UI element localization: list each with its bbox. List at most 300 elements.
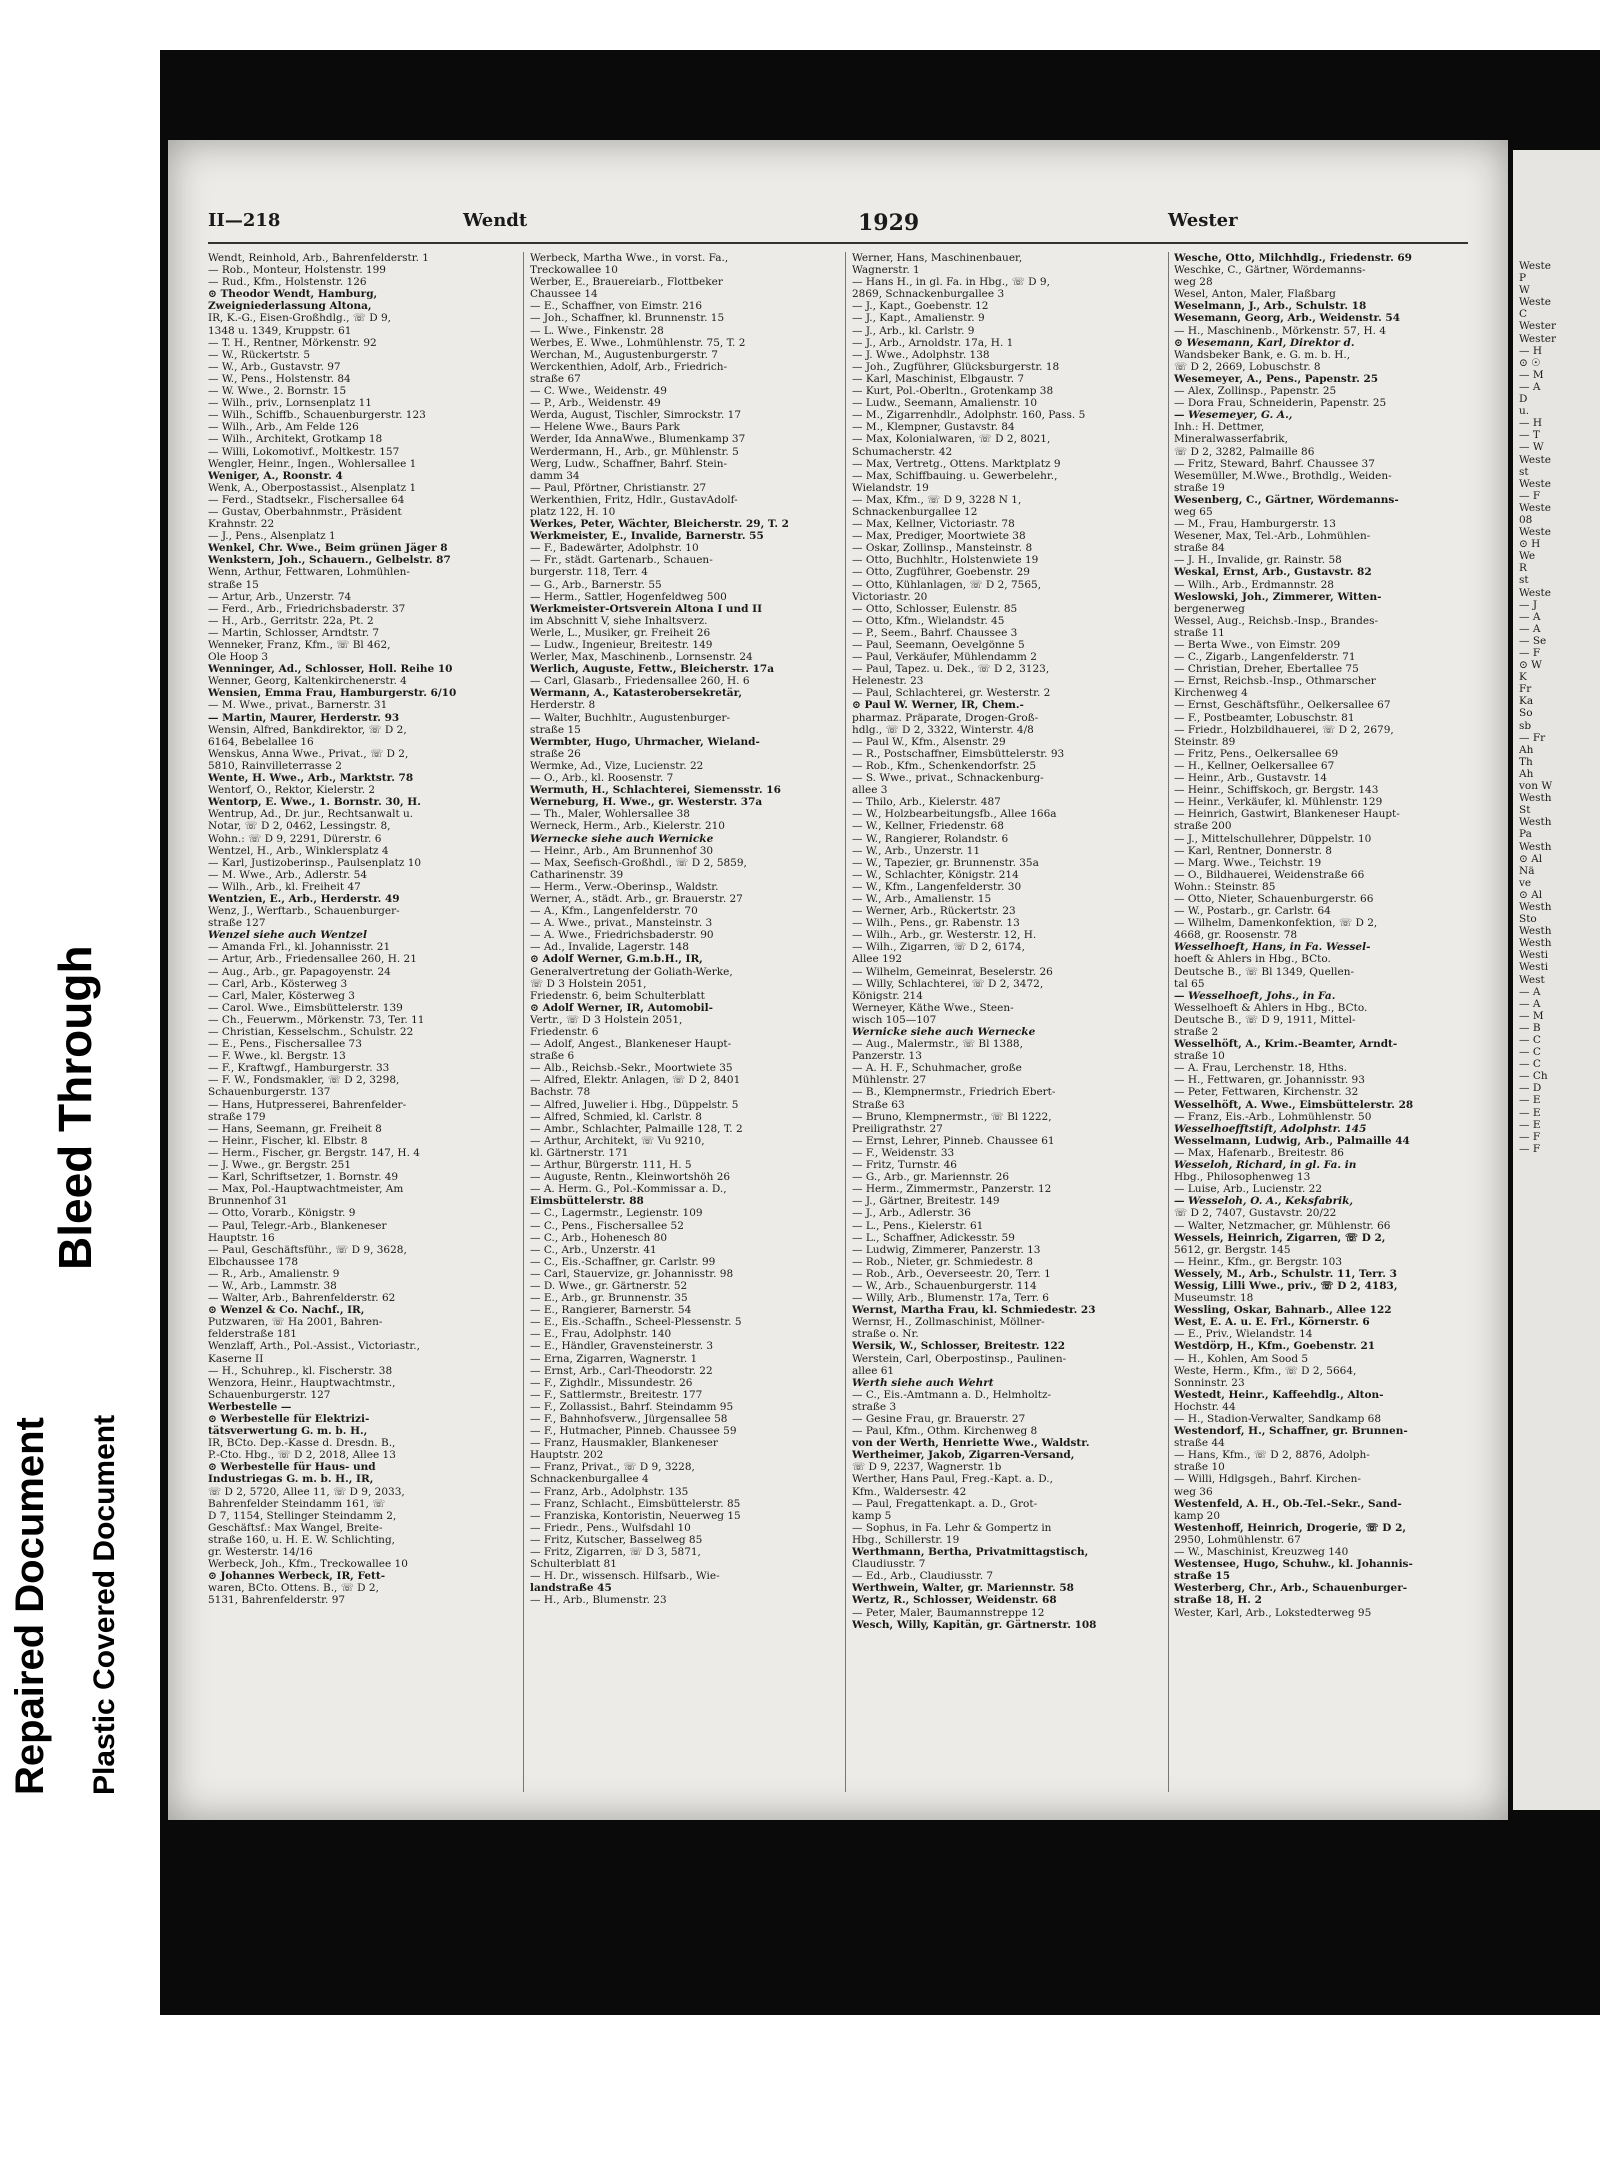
directory-entry: damm 34 — [530, 469, 580, 482]
directory-entry: — Alfred, Elektr. Anlagen, ☏ D 2, 8401 — [530, 1074, 741, 1087]
directory-entry: — H., Schuhrep., kl. Fischerstr. 38 — [208, 1364, 393, 1377]
directory-entry: — Fritz, Turnstr. 46 — [852, 1159, 957, 1172]
directory-entry: — C., Pens., Fischersallee 52 — [530, 1219, 684, 1232]
directory-entry: — J. Wwe., gr. Bergstr. 251 — [208, 1159, 352, 1172]
directory-entry: Wesche, Otto, Milchhdlg., Friedenstr. 69 — [1174, 252, 1412, 264]
directory-entry: — Max, Prediger, Moortwiete 38 — [852, 530, 1026, 543]
directory-entry: straße 179 — [208, 1110, 266, 1123]
directory-entry: — Friedr., Pens., Wulfsdahl 10 — [530, 1521, 691, 1534]
directory-entry: — Paul, Schlachterei, gr. Westerstr. 2 — [852, 687, 1051, 700]
directory-entry: — R., Postschaffner, Eimsbüttelerstr. 93 — [852, 747, 1065, 760]
directory-entry: — Fr., städt. Gartenarb., Schauen- — [530, 554, 713, 567]
directory-entry: Werner, A., städt. Arb., gr. Brauerstr. 27 — [530, 892, 743, 905]
directory-entry: ⊙ Adolf Werner, IR, Automobil- — [530, 1001, 714, 1014]
directory-column-4 — [1174, 252, 1456, 1797]
directory-entry: Werkenthien, Fritz, Hdlr., GustavAdolf- — [530, 493, 738, 506]
directory-entry: Wesch, Willy, Kapitän, gr. Gärtnerstr. 108 — [852, 1618, 1097, 1631]
directory-entry: straße 2 — [1174, 1026, 1219, 1038]
directory-entry: — W., Schlachter, Königstr. 214 — [852, 868, 1019, 881]
directory-entry: — Peter, Maler, Baumannstreppe 12 — [852, 1606, 1045, 1619]
directory-entry: — Artur, Arb., Friedensallee 260, H. 21 — [208, 953, 417, 966]
directory-entry: straße 15 — [530, 723, 581, 736]
directory-entry: — Wilh., Arb., gr. Westerstr. 12, H. — [852, 929, 1037, 942]
directory-entry: — Wesemeyer, G. A., — [1174, 409, 1293, 422]
directory-entry: — C. Wwe., Weidenstr. 49 — [530, 385, 667, 398]
facing-page-fragment: — E — [1519, 1118, 1541, 1131]
directory-entry: pharmaz. Präparate, Drogen-Groß- — [852, 711, 1039, 724]
directory-entry: — Alfred, Juwelier i. Hbg., Düppelstr. 5 — [530, 1098, 739, 1111]
directory-entry: — Luise, Arb., Lucienstr. 22 — [1174, 1183, 1323, 1196]
directory-entry: — Franziska, Kontoristin, Neuerweg 15 — [530, 1509, 741, 1522]
directory-entry: — Alex, Zollinsp., Papenstr. 25 — [1174, 385, 1337, 398]
directory-entry: — Max, Vertretg., Ottens. Marktplatz 9 — [852, 457, 1061, 470]
directory-entry: tal 65 — [1174, 977, 1205, 990]
directory-entry: — Willy, Schlachterei, ☏ D 2, 3472, — [852, 977, 1044, 990]
directory-entry: — C., Arb., Hohenesch 80 — [530, 1231, 668, 1244]
facing-page-fragment: Westh — [1519, 925, 1552, 938]
directory-entry: Hauptstr. 202 — [530, 1449, 604, 1462]
directory-entry: — Willi, Hdlgsgeh., Bahrf. Kirchen- — [1174, 1473, 1361, 1486]
directory-entry: Bachstr. 78 — [530, 1086, 591, 1099]
directory-entry: 5810, Rainvilleterrasse 2 — [208, 759, 342, 772]
facing-page-fragment: — E — [1519, 1106, 1541, 1119]
directory-entry: — Otto, Buchhltr., Holstenwiete 19 — [852, 554, 1039, 567]
directory-entry: Herderstr. 8 — [530, 699, 596, 712]
directory-entry: — Herm., Sattler, Hogenfeldweg 500 — [530, 590, 727, 603]
directory-entry: weg 28 — [1174, 276, 1213, 289]
directory-entry: Werkes, Peter, Wächter, Bleicherstr. 29, T. 2 — [530, 518, 789, 531]
directory-entry: Werdermann, H., Arb., gr. Mühlenstr. 5 — [530, 445, 739, 458]
directory-entry: — H., Stadion-Verwalter, Sandkamp 68 — [1174, 1413, 1381, 1425]
directory-entry: Chaussee 14 — [530, 288, 598, 301]
directory-entry: Werbes, E. Wwe., Lohmühlenstr. 75, T. 2 — [530, 336, 746, 349]
directory-entry: — E., Arb., gr. Brunnenstr. 35 — [530, 1292, 688, 1305]
directory-entry: IR, K.-G., Eisen-Großhdlg., ☏ D 9, — [208, 312, 391, 325]
facing-page-fragment: W — [1519, 284, 1530, 297]
facing-page-fragment: ⊙ Al — [1519, 888, 1543, 901]
directory-entry: Werler, Max, Maschinenb., Lornsenstr. 24 — [530, 651, 753, 664]
facing-page-fragment: West — [1519, 973, 1545, 986]
directory-entry: Brunnenhof 31 — [208, 1195, 288, 1208]
directory-entry: — L., Schaffner, Adickesstr. 59 — [852, 1231, 1015, 1244]
directory-entry: Kaserne II — [208, 1352, 264, 1365]
directory-entry: — Ferd., Stadtsekr., Fischersallee 64 — [208, 493, 405, 506]
directory-entry: Werbeck, Joh., Kfm., Treckowallee 10 — [208, 1558, 408, 1571]
directory-entry: Wernicke siehe auch Wernecke — [852, 1026, 1036, 1038]
directory-entry: hdlg., ☏ D 2, 3322, Winterstr. 4/8 — [852, 723, 1034, 736]
facing-page-fragment: st — [1519, 465, 1529, 478]
directory-entry: — Otto, Vorarb., Königstr. 9 — [208, 1207, 356, 1220]
directory-entry: — Herm., Zimmermstr., Panzerstr. 12 — [852, 1183, 1052, 1196]
directory-entry: — J., Arb., kl. Carlstr. 9 — [852, 324, 975, 337]
directory-entry: — W. Wwe., 2. Bornstr. 15 — [208, 385, 347, 398]
directory-entry: Werstein, Carl, Oberpostinsp., Paulinen- — [852, 1352, 1067, 1365]
directory-entry: Wesemüller, M.Wwe., Brothdlg., Weiden- — [1174, 469, 1392, 482]
facing-page-fragment: — M — [1519, 368, 1544, 381]
directory-entry: — L., Pens., Kielerstr. 61 — [852, 1219, 984, 1232]
directory-entry: Kirchenweg 4 — [1174, 687, 1248, 700]
directory-entry: — E., Händler, Gravensteinerstr. 3 — [530, 1340, 714, 1353]
directory-entry: — Karl, Justizoberinsp., Paulsenplatz 10 — [208, 856, 422, 869]
directory-entry: — Walter, Netzmacher, gr. Mühlenstr. 66 — [1174, 1219, 1391, 1232]
directory-entry: — Wilh., priv., Lornsenplatz 11 — [208, 397, 372, 410]
directory-entry: — H., Arb., Blumenstr. 23 — [530, 1594, 667, 1607]
directory-entry: Wandsbeker Bank, e. G. m. b. H., — [1174, 348, 1351, 361]
directory-entry: — Wilhelm, Gemeinrat, Beselerstr. 26 — [852, 965, 1053, 978]
directory-entry: — Joh., Schaffner, kl. Brunnenstr. 15 — [530, 312, 725, 325]
facing-page-fragment: Weste — [1519, 453, 1551, 466]
directory-entry: — Fritz, Zigarren, ☏ D 3, 5871, — [530, 1546, 701, 1559]
directory-entry: — Paul, Verkäufer, Mühlendamm 2 — [852, 651, 1037, 664]
directory-entry: — Th., Maler, Wohlersallee 38 — [530, 808, 690, 821]
directory-entry: — Carl, Stauervize, gr. Johannisstr. 98 — [530, 1267, 734, 1280]
directory-entry: ⊙ Theodor Wendt, Hamburg, — [208, 288, 378, 301]
directory-entry: — Oskar, Zollinsp., Mansteinstr. 8 — [852, 542, 1033, 555]
directory-entry: — Hans H., in gl. Fa. in Hbg., ☏ D 9, — [852, 276, 1050, 289]
directory-entry: — A. Herm. G., Pol.-Kommissar a. D., — [530, 1183, 727, 1196]
directory-entry: ⊙ Paul W. Werner, IR, Chem.- — [852, 699, 1024, 712]
directory-entry: — E., Pens., Fischersallee 73 — [208, 1038, 362, 1051]
facing-page-fragment: — E — [1519, 1094, 1541, 1107]
directory-entry: — Rud., Kfm., Holstenstr. 126 — [208, 276, 367, 289]
directory-column-1 — [208, 252, 490, 1797]
directory-entry: Wente, H. Wwe., Arb., Marktstr. 78 — [208, 772, 414, 785]
facing-page-fragment: We — [1519, 550, 1536, 563]
directory-entry: Wesselhoefftstift, Adolphstr. 145 — [1174, 1122, 1367, 1135]
directory-entry: Wermke, Ad., Vize, Lucienstr. 22 — [530, 759, 704, 772]
directory-entry: Victoriastr. 20 — [852, 590, 928, 603]
facing-page-fragment: 08 — [1519, 513, 1533, 526]
directory-entry: kamp 20 — [1174, 1509, 1220, 1522]
directory-entry: Schumacherstr. 42 — [852, 445, 953, 458]
directory-entry: 6164, Bebelallee 16 — [208, 735, 314, 748]
directory-entry: — H., Kohlen, Am Sood 5 — [1174, 1352, 1309, 1365]
directory-entry: — Ernst, Reichsb.-Insp., Othmarscher — [1174, 675, 1376, 688]
directory-entry: Weskal, Ernst, Arb., Gustavstr. 82 — [1174, 566, 1372, 579]
facing-page-fragment: Weste — [1519, 501, 1551, 514]
directory-entry: — G., Arb., Barnerstr. 55 — [530, 578, 662, 591]
directory-entry: — Heinrich, Gastwirt, Blankeneser Haupt- — [1174, 808, 1400, 821]
directory-entry: Putzwaren, ☏ Ha 2001, Bahren- — [208, 1316, 383, 1329]
directory-entry: Schauenburgerstr. 127 — [208, 1388, 331, 1401]
facing-page-fragment: Weste — [1519, 296, 1551, 309]
facing-page-fragment: — J — [1519, 598, 1538, 611]
facing-page-fragment: Ah — [1519, 743, 1534, 756]
directory-entry: Krahnstr. 22 — [208, 518, 275, 531]
directory-entry: Allee 192 — [852, 953, 903, 966]
directory-entry: Westdörp, H., Kfm., Goebenstr. 21 — [1174, 1340, 1376, 1353]
directory-entry: — F., Zollassist., Bahrf. Steindamm 95 — [530, 1400, 734, 1413]
directory-column-2 — [530, 252, 812, 1797]
directory-entry: Weselmann, J., Arb., Schulstr. 18 — [1174, 300, 1367, 313]
directory-entry: — Arthur, Bürgerstr. 111, H. 5 — [530, 1159, 692, 1172]
directory-entry: — F., Kraftwgf., Hamburgerstr. 33 — [208, 1062, 390, 1075]
directory-entry: Werckenthien, Adolf, Arb., Friedrich- — [530, 360, 728, 373]
directory-entry: Wenninger, Ad., Schlosser, Holl. Reihe 10 — [208, 663, 453, 676]
directory-entry: Werkmeister-Ortsverein Altona I und II — [530, 602, 762, 615]
facing-page-fragment: ⊙ Al — [1519, 852, 1543, 865]
directory-entry: — W., Maschinist, Kreuzweg 140 — [1174, 1546, 1349, 1559]
directory-entry: landstraße 45 — [530, 1582, 612, 1595]
directory-entry: Wielandstr. 19 — [852, 481, 929, 494]
directory-entry: Wesenberg, C., Gärtner, Wördemanns- — [1174, 493, 1399, 506]
directory-entry: Werner, Hans, Maschinenbauer, — [852, 252, 1023, 264]
directory-entry: — O., Arb., kl. Roosenstr. 7 — [530, 772, 674, 785]
directory-entry: Catharinenstr. 39 — [530, 868, 624, 881]
directory-entry: weg 36 — [1174, 1485, 1213, 1498]
directory-entry: — Wilh., Arb., Am Felde 126 — [208, 421, 359, 434]
directory-entry: — T. H., Rentner, Mörkenstr. 92 — [208, 336, 377, 349]
directory-entry: Hbg., Philosophenweg 13 — [1174, 1171, 1311, 1184]
directory-entry: — M., Frau, Hamburgerstr. 13 — [1174, 518, 1336, 531]
facing-page-fragment: Westh — [1519, 900, 1552, 913]
facing-page-fragment: — F — [1519, 647, 1541, 659]
directory-entry: straße 10 — [1174, 1050, 1225, 1063]
directory-entry: — Paul, Tapez. u. Dek., ☏ D 2, 3123, — [852, 663, 1050, 676]
facing-page-fragment: — B — [1519, 1021, 1541, 1034]
directory-entry: Wenkel, Chr. Wwe., Beim grünen Jäger 8 — [208, 542, 448, 555]
directory-entry: — Heinr., Arb., Gustavstr. 14 — [1174, 772, 1328, 785]
facing-page-fragment: Westh — [1519, 816, 1552, 829]
directory-entry: 4668, gr. Roosenstr. 78 — [1174, 929, 1298, 942]
directory-column-3 — [852, 252, 1134, 1797]
directory-entry: — E., Priv., Wielandstr. 14 — [1174, 1328, 1313, 1341]
directory-entry: — Christian, Dreher, Ebertallee 75 — [1174, 663, 1359, 676]
directory-entry: Wesselhoeft & Ahlers in Hbg., BCto. — [1174, 1001, 1368, 1014]
directory-entry: — J., Arb., Adlerstr. 36 — [852, 1207, 971, 1220]
directory-entry: Westenfeld, A. H., Ob.-Tel.-Sekr., Sand- — [1174, 1497, 1402, 1510]
directory-entry: — A., Kfm., Langenfelderstr. 70 — [530, 905, 698, 918]
facing-page-fragment: — A — [1519, 610, 1541, 623]
directory-entry: West, E. A. u. E. Frl., Körnerstr. 6 — [1174, 1316, 1370, 1329]
bleed-through-label: Bleed Through — [49, 945, 101, 1270]
directory-entry: — A. Wwe., Friedrichsbaderstr. 90 — [530, 929, 714, 942]
directory-entry: — F., Hutmacher, Pinneb. Chaussee 59 — [530, 1425, 737, 1438]
directory-entry: Werth siehe auch Wehrt — [852, 1376, 994, 1389]
directory-entry: Werbestelle — — [208, 1400, 292, 1413]
directory-entry: Bahrenfelder Steindamm 161, ☏ — [208, 1497, 386, 1510]
directory-entry: Hochstr. 44 — [1174, 1400, 1236, 1413]
directory-entry: — W., Holzbearbeitungsfb., Allee 166a — [852, 808, 1057, 821]
facing-page-fragment: Wester — [1519, 332, 1556, 345]
directory-entry: Werther, Hans Paul, Freg.-Kapt. a. D., — [852, 1473, 1053, 1486]
directory-entry: Wenzora, Heinr., Hauptwachtmstr., — [208, 1376, 396, 1389]
directory-entry: ☏ D 3 Holstein 2051, — [530, 977, 647, 990]
facing-page-fragment: St — [1519, 804, 1531, 817]
facing-page-fragment: Weste — [1519, 260, 1551, 272]
directory-entry: ⊙ Werbestelle für Haus- und — [208, 1461, 376, 1474]
directory-entry: Wesel, Anton, Maler, Flaßbarg — [1174, 288, 1336, 301]
directory-entry: — Herm., Verw.-Oberinsp., Waldstr. — [530, 880, 719, 893]
directory-entry: — Otto, Zugführer, Goebenstr. 29 — [852, 566, 1030, 579]
facing-page-fragment: Wester — [1519, 320, 1556, 333]
directory-entry: kl. Gärtnerstr. 171 — [530, 1146, 629, 1159]
directory-entry: Wester, Karl, Arb., Lokstedterweg 95 — [1174, 1606, 1372, 1619]
directory-entry: — A. Frau, Lerchenstr. 18, Hths. — [1174, 1062, 1347, 1075]
directory-entry: — P., Arb., Weidenstr. 49 — [530, 397, 661, 410]
directory-entry: Wenz, J., Werftarb., Schauenburger- — [208, 905, 400, 918]
directory-entry: — Helene Wwe., Baurs Park — [530, 421, 680, 434]
facing-page-fragment: Ka — [1519, 695, 1534, 708]
directory-entry: — Kurt, Pol.-Oberltn., Grotenkamp 38 — [852, 385, 1054, 398]
directory-entry: Museumstr. 18 — [1174, 1292, 1254, 1305]
directory-entry: Weschke, C., Gärtner, Wördemanns- — [1174, 264, 1366, 277]
facing-page-fragment: Westi — [1519, 949, 1549, 962]
directory-entry: — W., Arb., Lammstr. 38 — [208, 1279, 337, 1292]
directory-entry: — F. W., Fondsmakler, ☏ D 2, 3298, — [208, 1074, 400, 1087]
directory-entry: platz 122, H. 10 — [530, 505, 616, 518]
directory-entry: Generalvertretung der Goliath-Werke, — [530, 965, 733, 978]
directory-entry: straße 10 — [1174, 1461, 1225, 1474]
directory-entry: Wenkstern, Joh., Schauern., Gelbelstr. 87 — [208, 554, 451, 567]
directory-entry: — Paul, Seemann, Oevelgönne 5 — [852, 639, 1025, 651]
directory-entry: — C., Eis.-Schaffner, gr. Carlstr. 99 — [530, 1255, 716, 1268]
directory-entry: — Arthur, Architekt, ☏ Vu 9210, — [530, 1134, 705, 1147]
directory-entry: straße 11 — [1174, 626, 1225, 639]
directory-entry: ☏ D 2, 2669, Lobuschstr. 8 — [1174, 360, 1321, 373]
directory-entry: Wenzlaff, Arth., Pol.-Assist., Victoriastr., — [208, 1340, 420, 1353]
directory-entry: felderstraße 181 — [208, 1328, 297, 1341]
directory-entry: waren, BCto. Ottens. B., ☏ D 2, — [208, 1582, 379, 1595]
directory-entry: Wesselmann, Ludwig, Arb., Palmaille 44 — [1174, 1134, 1410, 1147]
directory-entry: hoeft & Ahlers in Hbg., BCto. — [1174, 953, 1331, 966]
directory-entry: — Paul, Fregattenkapt. a. D., Grot- — [852, 1497, 1038, 1510]
facing-page-fragment: K — [1519, 671, 1527, 684]
directory-entry: Wentzel, H., Arb., Winklersplatz 4 — [208, 844, 389, 857]
directory-entry: — Ferd., Arb., Friedrichsbaderstr. 37 — [208, 602, 406, 615]
facing-page-fragment: ⊙ W — [1519, 659, 1542, 672]
directory-entry: — W., Kfm., Langenfelderstr. 30 — [852, 880, 1022, 893]
directory-entry: Wohn.: ☏ D 9, 2291, Dürerstr. 6 — [208, 832, 382, 845]
column-divider — [1168, 252, 1169, 1792]
directory-entry: straße 84 — [1174, 542, 1225, 555]
directory-entry: — H., Arb., Gerritstr. 22a, Pt. 2 — [208, 614, 374, 627]
directory-entry: Westedt, Heinr., Kaffeehdlg., Alton- — [1174, 1388, 1384, 1401]
directory-entry: Wengler, Heinr., Ingen., Wohlersallee 1 — [208, 457, 417, 470]
directory-entry: — Werner, Arb., Rückertstr. 23 — [852, 905, 1016, 918]
directory-entry: Werkmeister, E., Invalide, Barnerstr. 55 — [530, 530, 764, 543]
directory-entry: — C., Arb., Unzerstr. 41 — [530, 1243, 657, 1256]
directory-entry: — W., Arb., Amalienstr. 15 — [852, 892, 992, 905]
directory-entry: Wessel, Aug., Reichsb.-Insp., Brandes- — [1174, 614, 1379, 627]
facing-page-fragment: Westh — [1519, 937, 1552, 950]
directory-entry: Wersik, W., Schlosser, Breitestr. 122 — [852, 1340, 1066, 1353]
directory-entry: straße 200 — [1174, 820, 1232, 833]
facing-page-fragment: — D — [1519, 1082, 1542, 1095]
directory-entry: — J. H., Invalide, gr. Rainstr. 58 — [1174, 554, 1342, 567]
directory-entry: — Wesseloh, O. A., Keksfabrik, — [1174, 1195, 1354, 1208]
directory-entry: 5131, Bahrenfelderstr. 97 — [208, 1594, 346, 1607]
directory-entry: — E., Eis.-Schaffn., Scheel-Plessenstr. 5 — [530, 1316, 742, 1329]
facing-page-fragment: — A — [1519, 622, 1541, 635]
directory-entry: — W., Arb., Schauenburgerstr. 114 — [852, 1279, 1037, 1292]
facing-page-fragment: Weste — [1519, 477, 1551, 490]
directory-entry: — Otto, Kfm., Wielandstr. 45 — [852, 614, 1005, 627]
directory-entry: Westenhoff, Heinrich, Drogerie, ☏ D 2, — [1174, 1521, 1407, 1534]
directory-entry: — Amanda Frl., kl. Johannisstr. 21 — [208, 941, 391, 954]
directory-entry: — Paul, Pförtner, Christianstr. 27 — [530, 481, 707, 494]
directory-entry: — Franz, Arb., Adolphstr. 135 — [530, 1485, 689, 1498]
directory-entry: — Franz, Hausmakler, Blankeneser — [530, 1437, 718, 1450]
directory-entry: Mineralwasserfabrik, — [1174, 433, 1288, 446]
directory-entry: Werbeck, Martha Wwe., in vorst. Fa., — [530, 252, 729, 264]
directory-entry: 2950, Lohmühlenstr. 67 — [1174, 1533, 1301, 1546]
directory-entry: — Heinr., Schiffskoch, gr. Bergstr. 143 — [1174, 784, 1379, 797]
facing-page-fragment: Th — [1519, 755, 1533, 768]
directory-entry: straße 15 — [208, 578, 259, 591]
directory-entry: Werle, L., Musiker, gr. Freiheit 26 — [530, 626, 711, 639]
directory-entry: Wernst, Martha Frau, kl. Schmiedestr. 23 — [852, 1304, 1096, 1317]
directory-entry: Wesselhöft, A. Wwe., Eimsbüttelerstr. 28 — [1174, 1098, 1414, 1111]
directory-entry: — Paul, Kfm., Othm. Kirchenweg 8 — [852, 1425, 1038, 1438]
header-year: 1929 — [858, 210, 920, 236]
directory-entry: gr. Westerstr. 14/16 — [208, 1546, 313, 1559]
directory-entry: — Paul, Telegr.-Arb., Blankeneser — [208, 1219, 387, 1232]
directory-entry: Werthwein, Walter, gr. Mariennstr. 58 — [852, 1582, 1074, 1595]
facing-page-fragment: ⊙ H — [1519, 538, 1541, 551]
directory-entry: — Martin, Maurer, Herderstr. 93 — [208, 711, 400, 724]
directory-entry: — Joh., Zugführer, Glücksburgerstr. 18 — [852, 360, 1060, 373]
directory-entry: Werneyer, Käthe Wwe., Steen- — [852, 1001, 1014, 1014]
directory-entry: — Wilh., Zigarren, ☏ D 2, 6174, — [852, 941, 1025, 954]
directory-entry: — H. Dr., wissensch. Hilfsarb., Wie- — [530, 1570, 720, 1583]
directory-entry: — Wilhelm, Damenkonfektion, ☏ D 2, — [1174, 917, 1378, 930]
directory-entry: — M., Zigarrenhdlr., Adolphstr. 160, Pass. 5 — [852, 409, 1086, 422]
directory-entry: Wessely, M., Arb., Schulstr. 11, Terr. 3 — [1174, 1267, 1397, 1280]
directory-entry: allee 3 — [852, 784, 888, 797]
facing-page-fragment: u. — [1519, 405, 1530, 418]
directory-entry: Wagnerstr. 1 — [852, 264, 920, 277]
directory-page — [168, 140, 1508, 1820]
directory-entry: Schauenburgerstr. 137 — [208, 1086, 331, 1099]
facing-page-fragment: — T — [1519, 429, 1540, 442]
directory-entry: Wohn.: Steinstr. 85 — [1174, 880, 1276, 893]
directory-entry: Wesener, Max, Tel.-Arb., Lohmühlen- — [1174, 530, 1371, 543]
directory-entry: Wensin, Alfred, Bankdirektor, ☏ D 2, — [208, 723, 407, 736]
directory-entry: — Bruno, Klempnermstr., ☏ Bl 1222, — [852, 1110, 1052, 1123]
directory-entry: Friedenstr. 6, beim Schulterblatt — [530, 989, 705, 1002]
facing-page-fragment: — C — [1519, 1034, 1541, 1046]
directory-entry: straße 160, u. H. E. W. Schlichting, — [208, 1533, 396, 1546]
directory-entry: — Karl, Rentner, Donnerstr. 8 — [1174, 844, 1332, 857]
directory-entry: straße 18, H. 2 — [1174, 1594, 1262, 1607]
directory-entry: — J., Gärtner, Breitestr. 149 — [852, 1195, 1000, 1208]
facing-page-fragment: C — [1519, 308, 1528, 321]
directory-entry: — Wilh., Arb., Erdmannstr. 28 — [1174, 578, 1334, 591]
directory-entry: — Ad., Invalide, Lagerstr. 148 — [530, 941, 689, 954]
facing-page-fragment: Westi — [1519, 961, 1549, 974]
directory-entry: Wertz, R., Schlosser, Weidenstr. 68 — [852, 1594, 1057, 1607]
directory-entry: — E., Frau, Adolphstr. 140 — [530, 1328, 672, 1341]
directory-entry: — Erna, Zigarren, Wagnerstr. 1 — [530, 1352, 698, 1365]
directory-entry: von der Werth, Henriette Wwe., Waldstr. — [852, 1437, 1090, 1450]
directory-entry: — E., Schaffner, von Eimstr. 216 — [530, 300, 703, 313]
directory-entry: Wessling, Oskar, Bahnarb., Allee 122 — [1174, 1304, 1392, 1317]
directory-entry: ☏ D 2, 7407, Gustavstr. 20/22 — [1174, 1207, 1337, 1220]
facing-page-fragment: st — [1519, 574, 1529, 587]
directory-entry: — Rob., Arb., Oeverseestr. 20, Terr. 1 — [852, 1267, 1051, 1280]
directory-entry: — Dora Frau, Schneiderin, Papenstr. 25 — [1174, 397, 1387, 410]
directory-entry: ⊙ Werbestelle für Elektrizi- — [208, 1413, 370, 1425]
directory-entry: — Heinr., Kfm., gr. Bergstr. 103 — [1174, 1255, 1343, 1268]
directory-entry: straße 15 — [1174, 1570, 1231, 1583]
directory-entry: Claudiusstr. 7 — [852, 1558, 926, 1571]
directory-entry: — A. Wwe., privat., Mansteinstr. 3 — [530, 917, 713, 930]
directory-entry: — Otto, Kühlanlagen, ☏ D 2, 7565, — [852, 578, 1042, 591]
directory-entry: — Max, Seefisch-Großhdl., ☏ D 2, 5859, — [530, 856, 747, 869]
directory-entry: Wernsr, H., Zollmaschinist, Möllner- — [852, 1316, 1045, 1329]
directory-entry: Sonninstr. 23 — [1174, 1376, 1245, 1389]
